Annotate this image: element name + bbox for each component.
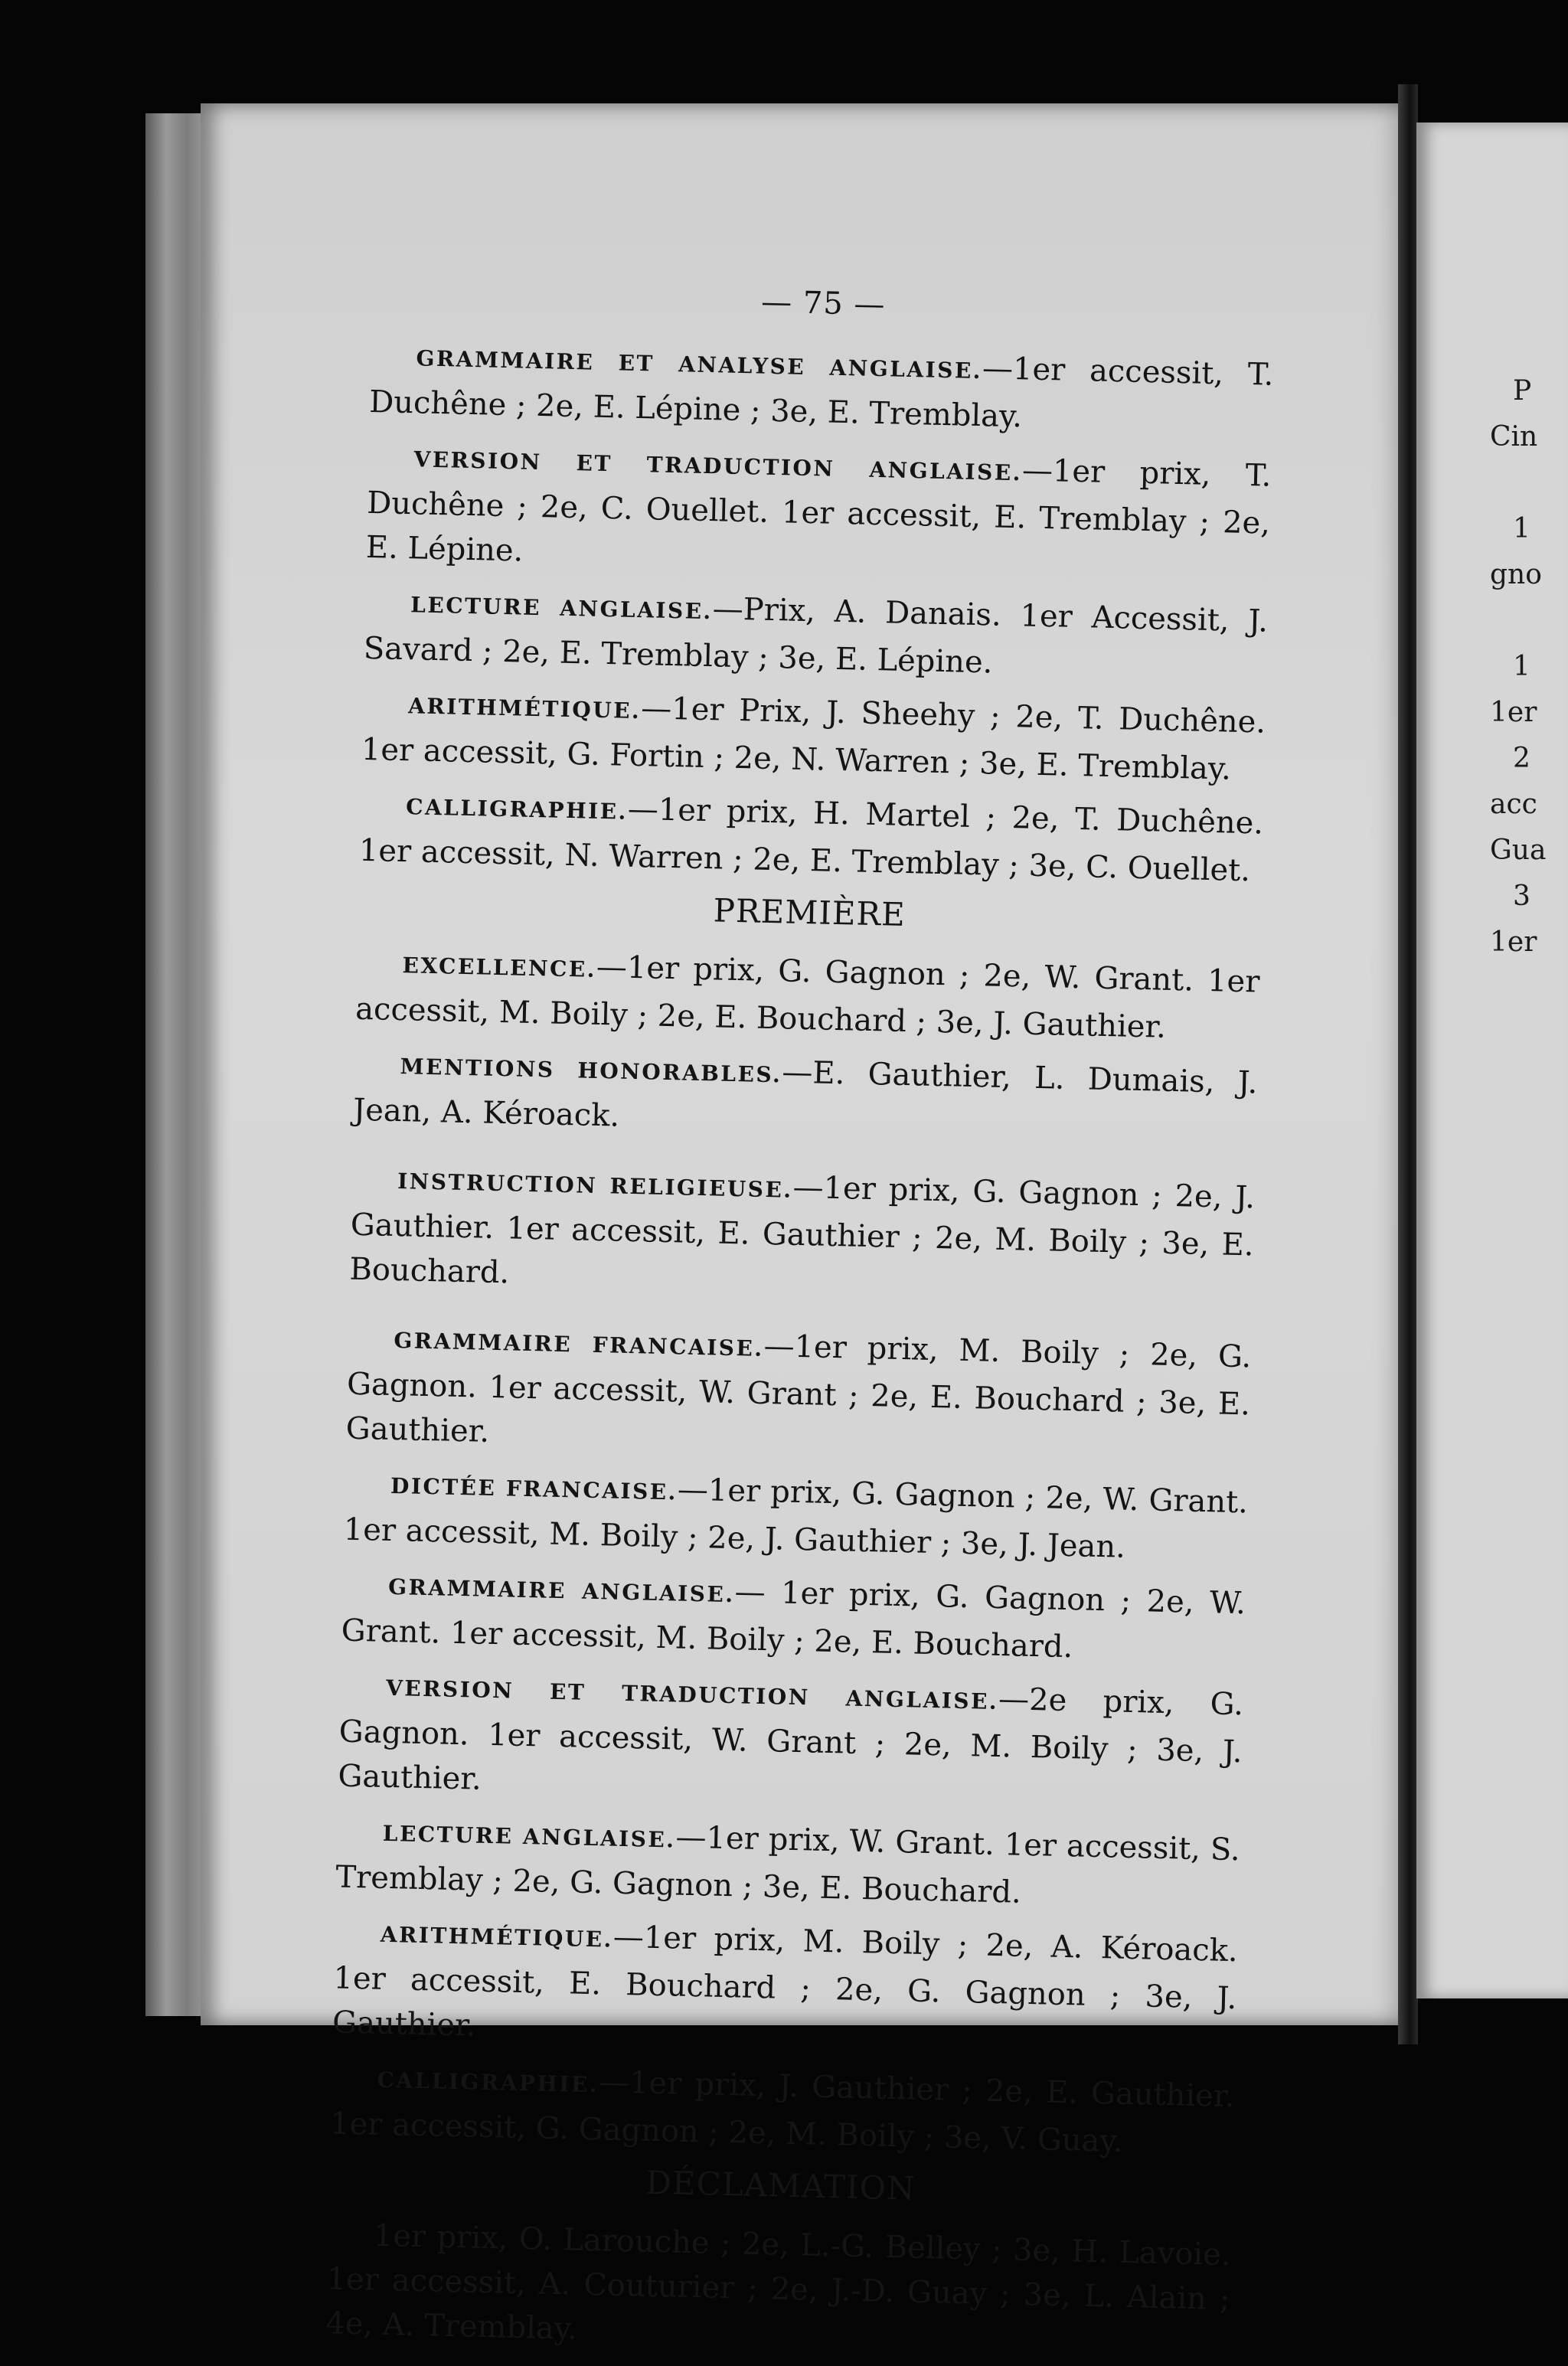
prize-entry: [349, 1155, 1256, 1312]
prize-text: —1er accessit, T. Duchêne ; 2e, E. Lépine ; 3e, E. Tremblay.: [368, 351, 1274, 435]
subject-label: GRAMMAIRE ANGLAISE.: [387, 1574, 735, 1608]
prize-text: —E. Gauthier, L. Dumais, J. Jean, A. Kéroack.: [352, 1054, 1258, 1134]
prize-entry: [363, 579, 1268, 691]
prize-entry: [353, 1041, 1258, 1153]
subject-label: GRAMMAIRE FRANCAISE.: [394, 1328, 764, 1361]
facing-page-fragment: 2: [1513, 743, 1530, 774]
section-heading: DÉCLAMATION: [645, 2163, 916, 2208]
subject-label: EXCELLENCE.: [402, 953, 597, 982]
subject-label: MENTIONS HONORABLES.: [400, 1054, 782, 1088]
prize-entry: [343, 1460, 1248, 1573]
facing-page-fragment: 1: [1513, 651, 1530, 682]
subject-label: ARITHMÉTIQUE.: [407, 693, 642, 724]
subject-label: INSTRUCTION RELIGIEUSE.: [397, 1168, 793, 1203]
prize-entry: [365, 433, 1272, 590]
subject-label: GRAMMAIRE ET ANALYSE ANGLAISE.: [416, 345, 983, 384]
facing-page-edge: [1416, 123, 1568, 1998]
facing-page-fragment: P: [1513, 375, 1532, 407]
declamation-paragraph: 1er prix, O. Larouche ; 2e, L.-G. Belley ; 3e, H. Lavoie. 1er accessit, A. Couturier ; 2e, J.-D. Guay ; 3e, L. Alain ; 4e, A. Tremblay.: [325, 2217, 1232, 2347]
prize-text: —2e prix, G. Gagnon. 1er accessit, W. Grant ; 2e, M. Boily ; 3e, J. Gauthier.: [338, 1681, 1244, 1797]
prize-text: —1er Prix, J. Sheehy ; 2e, T. Duchêne. 1er accessit, G. Fortin ; 2e, N. Warren ; 3e, E. Tremblay.: [361, 691, 1266, 787]
prize-entry: [332, 1908, 1239, 2065]
prize-text: — 1er prix, G. Gagnon ; 2e, W. Grant. 1er accessit, M. Boily ; 2e, E. Bouchard.: [341, 1574, 1246, 1665]
section-heading: PREMIÈRE: [713, 891, 906, 934]
page-number: — 75 —: [760, 284, 886, 323]
prize-text: —1er prix, W. Grant. 1er accessit, S. Tremblay ; 2e, G. Gagnon ; 3e, E. Bouchard.: [335, 1819, 1241, 1910]
facing-page-fragment: acc: [1490, 789, 1537, 820]
subject-label: DICTÉE FRANCAISE.: [390, 1472, 678, 1505]
facing-page-fragment: 1er: [1490, 697, 1537, 728]
prize-text: —1er prix, M. Boily ; 2e, G. Gagnon. 1er accessit, W. Grant ; 2e, E. Bouchard ; 3e, E. Gauthier.: [345, 1328, 1252, 1449]
prize-text: —1er prix, G. Gagnon ; 2e, J. Gauthier. 1er accessit, E. Gauthier ; 2e, M. Boily ; 3e, E. Bouchard.: [349, 1169, 1256, 1291]
prize-text: —Prix, A. Danais. 1er Accessit, J. Savard ; 2e, E. Tremblay ; 3e, E. Lépine.: [363, 591, 1269, 681]
prize-entry: [338, 1662, 1244, 1819]
facing-page-fragment: Cin: [1490, 421, 1538, 453]
facing-page-fragment: 3: [1513, 881, 1530, 912]
prize-text: —1er prix, G. Gagnon ; 2e, W. Grant. 1er accessit, M. Boily ; 2e, E. Bouchard ; 3e, J. Gauthier.: [354, 949, 1260, 1045]
subject-label: VERSION ET TRADUCTION ANGLAISE.: [385, 1675, 999, 1715]
facing-page-fragment: 1er: [1490, 926, 1537, 958]
subject-label: ARITHMÉTIQUE.: [380, 1921, 614, 1953]
prize-entry: [341, 1561, 1246, 1674]
book-gutter: [1398, 84, 1418, 2044]
prize-text: —1er prix, G. Gagnon ; 2e, W. Grant. 1er accessit, M. Boily ; 2e, J. Gauthier ; 3e, J. Jean.: [343, 1472, 1249, 1565]
prize-text: —1er prix, T. Duchêne ; 2e, C. Ouellet. 1er accessit, E. Tremblay ; 2e, E. Lépine.: [365, 453, 1272, 569]
prize-text: —1er prix, M. Boily ; 2e, A. Kéroack. 1er accessit, E. Bouchard ; 2e, G. Gagnon ; 3e, J. Gauthier.: [332, 1919, 1239, 2044]
prize-entry: [330, 2054, 1235, 2166]
prize-entry: [369, 332, 1274, 445]
prize-text: —1er prix, J. Gauthier ; 2e, E. Gauthier. 1er accessit, G. Gagnon ; 2e, M. Boily ; 3e, V. Guay.: [329, 2064, 1235, 2159]
facing-page-fragment: 1: [1513, 513, 1530, 544]
facing-page-fragment: gno: [1490, 559, 1542, 590]
prize-entry: [358, 781, 1263, 894]
prize-text: —1er prix, H. Martel ; 2e, T. Duchêne. 1er accessit, N. Warren ; 2e, E. Tremblay ; 3e, C. Ouellet.: [358, 791, 1264, 889]
subject-label: LECTURE ANGLAISE.: [410, 592, 714, 625]
prize-entry: [355, 940, 1260, 1052]
subject-label: LECTURE ANGLAISE.: [382, 1820, 676, 1853]
facing-page-fragment: Gua: [1490, 835, 1547, 866]
subject-label: CALLIGRAPHIE.: [405, 794, 629, 825]
prize-entry: [335, 1807, 1240, 1920]
prize-entry: [361, 680, 1266, 792]
subject-label: VERSION ET TRADUCTION ANGLAISE.: [413, 446, 1023, 486]
subject-label: CALLIGRAPHIE.: [377, 2067, 599, 2098]
page-text-block: [325, 276, 1276, 2366]
prize-entry: [345, 1315, 1252, 1472]
